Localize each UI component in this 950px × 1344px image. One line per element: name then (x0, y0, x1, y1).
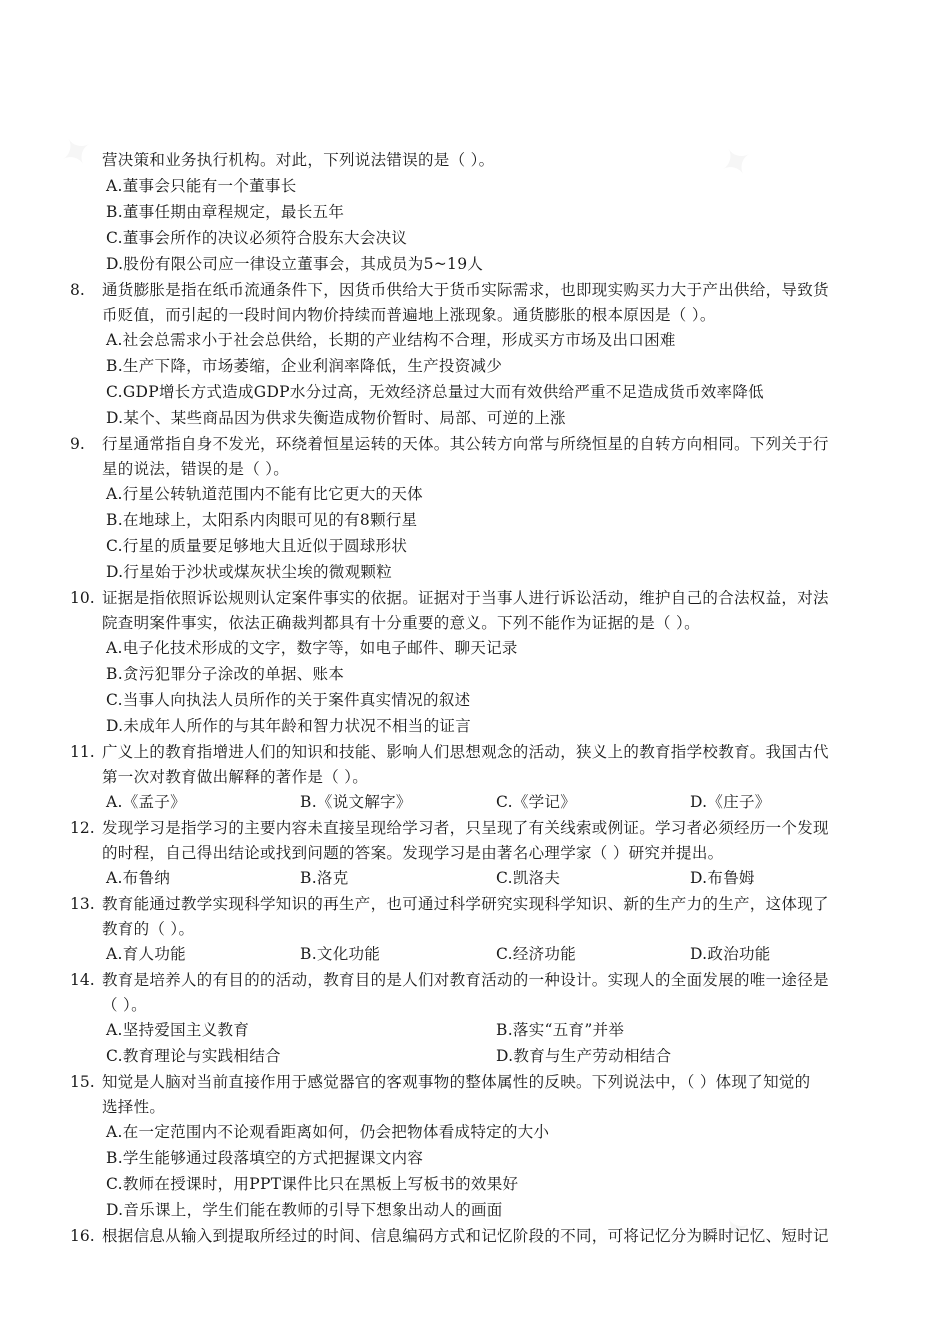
q8-option-b: B.生产下降，市场萎缩，企业利润率降低，生产投资减少 (106, 357, 503, 375)
q7-option-d: D.股份有限公司应一律设立董事会，其成员为5~19人 (106, 255, 484, 273)
q13-option-c: C.经济功能 (496, 945, 577, 963)
q7-option-a: A.董事会只能有一个董事长 (106, 177, 297, 195)
question-13-line-2: 教育的（ ）。 (102, 920, 195, 938)
q11-option-c: C.《学记》 (496, 793, 577, 811)
question-12-line-1: 发现学习是指学习的主要内容未直接呈现给学习者，只呈现了有关线索或例证。学习者必须经历一个发现 (102, 819, 829, 837)
q13-option-b: B.文化功能 (300, 945, 381, 963)
q12-option-c: C.凯洛夫 (496, 869, 561, 887)
question-8-number: 8. (70, 281, 85, 299)
question-9-number: 9. (70, 435, 85, 453)
q13-option-a: A.育人功能 (106, 945, 186, 963)
question-12-number: 12. (70, 819, 95, 837)
question-10-line-2: 院查明案件事实，依法正确裁判都具有十分重要的意义。下列不能作为证据的是（ ）。 (102, 614, 700, 632)
q9-option-b: B.在地球上，太阳系内肉眼可见的有8颗行星 (106, 511, 418, 529)
q8-option-a: A.社会总需求小于社会总供给，长期的产业结构不合理，形成买方市场及出口困难 (106, 331, 676, 349)
q9-option-d: D.行星始于沙状或煤灰状尘埃的微观颗粒 (106, 563, 393, 581)
question-12-line-2: 的时程，自己得出结论或找到问题的答案。发现学习是由著名心理学家（ ）研究并提出。 (102, 844, 724, 862)
question-11-line-1: 广义上的教育指增进人们的知识和技能、影响人们思想观念的活动，狭义上的教育指学校教育。我国古代 (102, 743, 829, 761)
q10-option-b: B.贪污犯罪分子涂改的单据、账本 (106, 665, 345, 683)
q10-option-a: A.电子化技术形成的文字，数字等，如电子邮件、聊天记录 (106, 639, 518, 657)
q7-option-b: B.董事任期由章程规定，最长五年 (106, 203, 345, 221)
q14-option-b: B.落实“五育”并举 (496, 1021, 625, 1039)
question-15-line-2: 选择性。 (102, 1098, 166, 1116)
q8-option-c: C.GDP增长方式造成GDP水分过高，无效经济总量过大而有效供给严重不足造成货币效率降低 (106, 383, 764, 401)
q9-option-a: A.行星公转轨道范围内不能有比它更大的天体 (106, 485, 423, 503)
question-16-number: 16. (70, 1227, 95, 1245)
question-9-line-1: 行星通常指自身不发光，环绕着恒星运转的天体。其公转方向常与所绕恒星的自转方向相同。下列关于行 (102, 435, 829, 453)
q11-option-b: B.《说文解字》 (300, 793, 412, 811)
question-8-line-2: 币贬值，而引起的一段时间内物价持续而普遍地上涨现象。通货膨胀的根本原因是（ ）。 (102, 306, 716, 324)
question-15-line-1: 知觉是人脑对当前直接作用于感觉器官的客观事物的整体属性的反映。下列说法中，（ ）体现了知觉的 (102, 1073, 811, 1091)
question-9-line-2: 星的说法，错误的是（ ）。 (102, 460, 290, 478)
question-14-number: 14. (70, 971, 95, 989)
question-8-line-1: 通货膨胀是指在纸币流通条件下，因货币供给大于货币实际需求，也即现实购买力大于产出供给，导致货 (102, 281, 829, 299)
q14-option-c: C.教育理论与实践相结合 (106, 1047, 281, 1065)
question-10-number: 10. (70, 589, 95, 607)
q10-option-d: D.未成年人所作的与其年龄和智力状况不相当的证言 (106, 717, 472, 735)
q12-option-d: D.布鲁姆 (690, 869, 755, 887)
q11-option-d: D.《庄子》 (690, 793, 771, 811)
question-14-line-2: （ ）。 (102, 996, 147, 1014)
q12-option-b: B.洛克 (300, 869, 349, 887)
q8-option-d: D.某个、某些商品因为供求失衡造成物价暂时、局部、可逆的上涨 (106, 409, 566, 427)
question-7-text: 营决策和业务执行机构。对此，下列说法错误的是（ ）。 (102, 151, 495, 169)
question-14-line-1: 教育是培养人的有目的的活动，教育目的是人们对教育活动的一种设计。实现人的全面发展的唯一途径是 (102, 971, 829, 989)
question-13-number: 13. (70, 895, 95, 913)
q15-option-a: A.在一定范围内不论观看距离如何，仍会把物体看成特定的大小 (106, 1123, 550, 1141)
q11-option-a: A.《孟子》 (106, 793, 186, 811)
q10-option-c: C.当事人向执法人员所作的关于案件真实情况的叙述 (106, 691, 471, 709)
question-13-line-1: 教育能通过教学实现科学知识的再生产，也可通过科学研究实现科学知识、新的生产力的生产，这体现了 (102, 895, 829, 913)
question-10-line-1: 证据是指依照诉讼规则认定案件事实的依据。证据对于当事人进行诉讼活动，维护自己的合法权益，对法 (102, 589, 829, 607)
q12-option-a: A.布鲁纳 (106, 869, 171, 887)
question-11-line-2: 第一次对教育做出解释的著作是（ ）。 (102, 768, 369, 786)
q13-option-d: D.政治功能 (690, 945, 771, 963)
question-15-number: 15. (70, 1073, 95, 1091)
watermark (711, 135, 763, 192)
q7-option-c: C.董事会所作的决议必须符合股东大会决议 (106, 229, 408, 247)
watermark (51, 125, 103, 182)
question-16-line-1: 根据信息从输入到提取所经过的时间、信息编码方式和记忆阶段的不同，可将记忆分为瞬时记忆、短时记 (102, 1227, 829, 1245)
q14-option-a: A.坚持爱国主义教育 (106, 1021, 250, 1039)
q9-option-c: C.行星的质量要足够地大且近似于圆球形状 (106, 537, 408, 555)
question-11-number: 11. (70, 743, 95, 761)
q15-option-c: C.教师在授课时，用PPT课件比只在黑板上写板书的效果好 (106, 1175, 519, 1193)
q14-option-d: D.教育与生产劳动相结合 (496, 1047, 672, 1065)
q15-option-b: B.学生能够通过段落填空的方式把握课文内容 (106, 1149, 424, 1167)
q15-option-d: D.音乐课上，学生们能在教师的引导下想象出动人的画面 (106, 1201, 503, 1219)
